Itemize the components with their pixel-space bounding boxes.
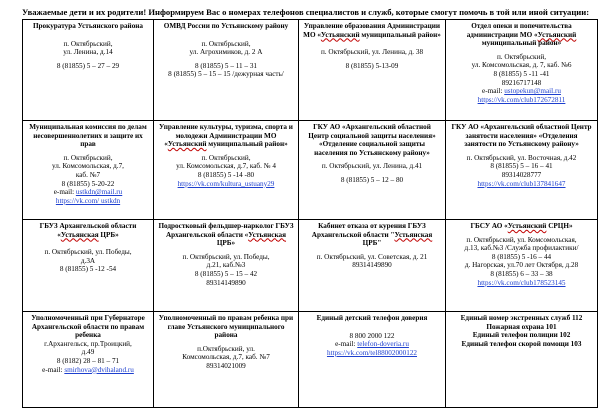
address: п. Октябрьский, [63, 39, 113, 48]
email-line: e-mail: smirhova@dvihaland.ru [42, 365, 134, 374]
phone: 89314021009 [206, 361, 246, 370]
cell-title: Уполномоченный по правам ребенка при главе Устьянского муниципального района [158, 314, 294, 340]
cell-ombudsman-district [154, 312, 299, 408]
phone: 8 (81855) 5 -16 – 44 [491, 252, 552, 261]
address: каб. №7 [75, 170, 101, 179]
vk-link[interactable]: https://vk.com/tel88002000122 [326, 348, 418, 357]
cell-smoking-cessation [299, 220, 446, 312]
cell-rehab-center [446, 220, 598, 312]
cell-title: ОМВД России по Устьянскому району [163, 22, 289, 30]
phone: 89314028777 [501, 170, 542, 179]
phone: 8 (81855) 6 – 33 – 38 [490, 269, 553, 278]
cell-emergency [446, 312, 598, 408]
address: п. Октябрьский, [63, 153, 113, 162]
email-line: e-mail: ustkdn@mail.ru [53, 188, 123, 197]
emergency-line: Единый телефон полиции 102 [472, 331, 571, 340]
emergency-line: Пожарная охрана 101 [486, 322, 557, 331]
cell-title: ГБУЗ Архангельской области «Устьянская ЦРБ» [39, 222, 137, 239]
address: п. Октябрьский, ул. Восточная, д.42 [466, 153, 577, 162]
email-link[interactable]: smirhova@dvihaland.ru [64, 365, 134, 374]
intro-text: Уважаемые дети и их родители! Информируем Вас о номерах телефонов специалистов и служб, которые смогут помочь в той или иной ситуации: [22, 7, 590, 17]
phone: 8 (8182) 28 – 81 – 71 [56, 356, 120, 365]
address: д. Нагорская, ул.70 лет Октября, д.28 [464, 261, 579, 270]
phone: 8 (81855) 5 – 16 – 41 [490, 162, 553, 171]
address: п. Октябрьский, ул. Советская, д. 21 [316, 252, 428, 261]
phone: 8 (81855) 5-13-09 [345, 61, 399, 70]
address: п. Октябрьский, ул. Победы, [44, 248, 132, 257]
cell-culture [154, 121, 299, 220]
address: ул. Комсомольская, д. 7, каб. №6 [471, 61, 572, 70]
phone: 8 (81855) 5 -12 -54 [59, 265, 117, 274]
email-link[interactable]: telefon-doveria.ru [357, 340, 409, 349]
cell-narcologist [154, 220, 299, 312]
phone: 8 (81855) 5 – 11 – 31 [194, 61, 258, 70]
cell-title: Отдел опеки и попечительства администрации МО «Устьянский муниципальный район» [466, 22, 577, 48]
address: ул. Комсомольская, д.7, каб. № 4 [176, 162, 276, 171]
vk-link[interactable]: https://vk.com/club172672811 [477, 95, 566, 104]
cell-guardianship [446, 20, 598, 121]
address: г.Архангельск, пр.Троицкий, [44, 339, 132, 348]
phone: 8 (81855) 5 -14 -80 [197, 170, 255, 179]
cell-education [299, 20, 446, 121]
cell-helpline [299, 312, 446, 408]
phone: 8 (81855) 5-20-22 [61, 179, 115, 188]
email-line: e-mail: telefon-doveria.ru [335, 340, 409, 349]
address: ул. Агрохимиков, д. 2 А [189, 48, 263, 57]
address: п. Октябрьский, ул. Ленина, д. 38 [320, 48, 424, 57]
address: п. Октябрьский, [201, 153, 251, 162]
address: ул. Ленина, д.14 [63, 48, 113, 57]
cell-prosecutor [23, 20, 154, 121]
cell-title: Кабинет отказа от курения ГБУЗ Архангельской области "Устьянская ЦРБ" [311, 222, 433, 248]
phone: 89216717148 [501, 78, 542, 87]
address: п. Октябрьский, [201, 39, 251, 48]
phone: 89314149890 [352, 261, 392, 270]
vk-link[interactable]: https://vk.com/club178523145 [477, 278, 566, 287]
address: д.3А [80, 256, 96, 265]
cell-minors-commission [23, 121, 154, 220]
address: д.13, каб.№3 /Служба профилактики/ [464, 244, 579, 253]
cell-title: Прокуратура Устьянского района [32, 22, 144, 30]
emergency-line: Единый телефон скорой помощи 103 [461, 339, 582, 348]
emergency-line: Единый номер экстренных служб 112 [460, 314, 583, 322]
cell-title: Подростковый фельдшер-нарколог ГБУЗ Архангельской области «Устьянская ЦРБ» [158, 222, 294, 248]
cell-title: ГКУ АО «Архангельский областной Центр социальной защиты населения» «Отделение социальной защиты населения по Устьянскому району» [308, 123, 436, 157]
contacts-table [22, 19, 598, 408]
vk-link[interactable]: https://vk.com/kultura_ustuany29 [177, 179, 275, 188]
cell-title: Единый детский телефон доверия [316, 314, 428, 322]
cell-ombudsman-region [23, 312, 154, 408]
phone: 8 (81855) 5 – 27 – 29 [56, 61, 120, 70]
address: п. Октябрьский, [496, 52, 547, 61]
cell-employment [446, 121, 598, 220]
vk-link[interactable]: https://vk.com/ ustkdn [55, 196, 121, 205]
cell-title: Уполномоченный при Губернаторе Архангельской области по правам ребенка [31, 314, 145, 340]
cell-title: ГБСУ АО «Устьянский СРЦН» [470, 222, 573, 230]
address: п. Октябрьский, ул. Комсомольская, [466, 235, 577, 244]
address: Комсомольская, д.7, каб. №7 [182, 353, 270, 362]
cell-police [154, 20, 299, 121]
phone: 8 (81855) 5 – 15 – 15 /дежурная часть/ [168, 70, 284, 79]
phone: 8 800 2000 122 [349, 331, 395, 340]
email-line: e-mail: ustopekun@mail.ru [482, 87, 561, 96]
phone: 89314149890 [206, 278, 246, 287]
address: д.49 [81, 348, 95, 357]
address: п. Октябрьский, ул. Победы, [182, 252, 270, 261]
address: ул. Комсомольская, д.7, [52, 162, 124, 171]
cell-social-protection [299, 121, 446, 220]
address: п.Октябрьский, ул. [197, 344, 255, 353]
email-link[interactable]: ustopekun@mail.ru [504, 87, 561, 96]
vk-link[interactable]: https://vk.com/club137841647 [477, 179, 566, 188]
cell-title: Управление образования Администрации МО «Устьянский муниципальный район» [303, 22, 441, 39]
cell-title: ГКУ АО «Архангельский областной Центр занятости населения» «Отделения занятости по Устьянскому району» [451, 123, 592, 149]
phone: 8 (81855) 5 – 12 – 80 [340, 175, 404, 184]
phone: 8 (81855) 5 -11 -41 [493, 69, 550, 78]
address: п. Октябрьский, ул. Ленина, д.41 [321, 162, 423, 171]
cell-title: Муниципальная комиссия по делам несовершеннолетних и защите их прав [29, 123, 147, 149]
cell-title: Управление культуры, туризма, спорта и молодежи Администрации МО «Устьянский муниципальный район» [159, 123, 293, 149]
email-link[interactable]: ustkdn@mail.ru [75, 188, 123, 197]
address: д.21, каб.№3 [206, 261, 246, 270]
cell-hospital [23, 220, 154, 312]
phone: 8 (81855) 5 – 15 – 42 [194, 269, 258, 278]
